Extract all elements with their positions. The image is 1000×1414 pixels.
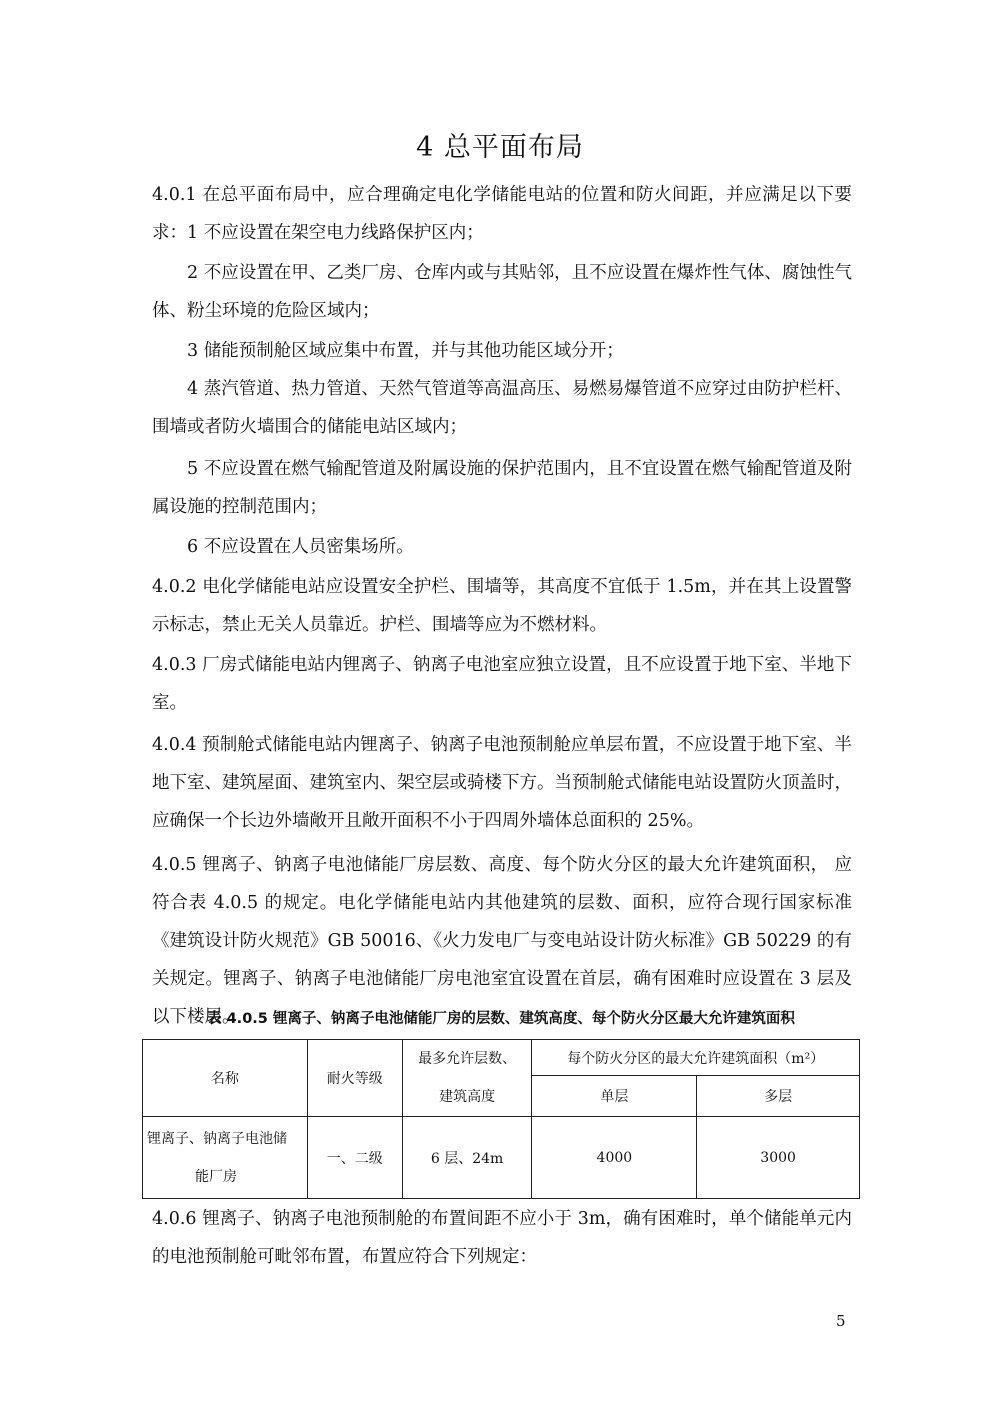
clause-4-0-5: 4.0.5 锂离子、钠离子电池储能厂房层数、高度、每个防火分区的最大允许建筑面积， 应符合表 4.0.5 的规定。电化学储能电站内其他建筑的层数、面积，应符合现行国家标准《建筑设计防火规范》GB 50016、《火力发电厂与变电站设计防火标准》GB 50229 的有关规定。锂离子、钠离子电池储能厂房电池室宜设置在首层，确有困难时应设置在 3 层及以下楼层。: [152, 855, 852, 1027]
requirement-item-3: 3 储能预制舱区域应集中布置，并与其他功能区域分开；: [187, 341, 624, 361]
header-single-storey: 单层: [532, 1076, 697, 1117]
header-max-floors-line1: 最多允许层数、: [418, 1051, 517, 1067]
header-max-area: 每个防火分区的最大允许建筑面积（m²）: [532, 1040, 860, 1076]
cell-floors-height: 6 层、24m: [402, 1117, 532, 1199]
chapter-title: 4 总平面布局: [416, 132, 584, 163]
header-max-floors: [402, 1040, 532, 1117]
requirement-item-5: 5 不应设置在燃气输配管道及附属设施的保护范围内，且不宜设置在燃气输配管道及附属设施的控制范围内；: [152, 459, 852, 517]
requirement-item-4: 4 蒸汽管道、热力管道、天然气管道等高温高压、易燃易爆管道不应穿过由防护栏杆、围墙或者防火墙围合的储能电站区域内；: [152, 379, 852, 437]
cell-name-line1: 锂离子、钠离子电池储: [147, 1130, 287, 1147]
cell-name-line2: 能厂房: [195, 1168, 237, 1185]
clause-4-0-6: 4.0.6 锂离子、钠离子电池预制舱的布置间距不应小于 3m，确有困难时，单个储能单元内的电池预制舱可毗邻布置，布置应符合下列规定：: [152, 1209, 852, 1267]
clause-4-0-3: 4.0.3 厂房式储能电站内锂离子、钠离子电池室应独立设置，且不应设置于地下室、半地下室。: [152, 655, 852, 713]
cell-fire-rating: 一、二级: [307, 1117, 402, 1199]
requirement-item-1: 1 不应设置在架空电力线路保护区内；: [187, 223, 484, 243]
cell-multi-area: 3000: [697, 1117, 860, 1199]
clause-4-0-2: 4.0.2 电化学储能电站应设置安全护栏、围墙等，其高度不宜低于 1.5m，并在其上设置警示标志，禁止无关人员靠近。护栏、围墙等应为不燃材料。: [152, 577, 852, 635]
header-name: 名称: [143, 1040, 308, 1117]
cell-single-area: 4000: [532, 1117, 697, 1199]
header-fire-rating: 耐火等级: [307, 1040, 402, 1117]
page-number: 5: [836, 1312, 846, 1330]
requirement-item-2: 2 不应设置在甲、乙类厂房、仓库内或与其贴邻，且不应设置在爆炸性气体、腐蚀性气体、粉尘环境的危险区域内；: [152, 263, 852, 321]
clause-4-0-4: 4.0.4 预制舱式储能电站内锂离子、钠离子电池预制舱应单层布置，不应设置于地下室、半地下室、建筑屋面、建筑室内、架空层或骑楼下方。当预制舱式储能电站设置防火顶盖时，应确保一个长边外墙敞开且敞开面积不小于四周外墙体总面积的 25%。: [152, 735, 852, 831]
cell-name: [143, 1117, 308, 1199]
floor-area-table: [142, 1039, 860, 1199]
clause-4-0-1: 4.0.1 在总平面布局中，应合理确定电化学储能电站的位置和防火间距，并应满足以下要求：: [152, 185, 852, 243]
header-max-floors-line2: 建筑高度: [439, 1089, 496, 1105]
table-header-row: [143, 1040, 860, 1076]
table-caption: 表 4.0.5 锂离子、钠离子电池储能厂房的层数、建筑高度、每个防火分区最大允许建筑面积: [207, 1011, 795, 1027]
header-multi-storey: 多层: [697, 1076, 860, 1117]
table-row: [143, 1117, 860, 1199]
requirement-item-6: 6 不应设置在人员密集场所。: [187, 537, 414, 557]
